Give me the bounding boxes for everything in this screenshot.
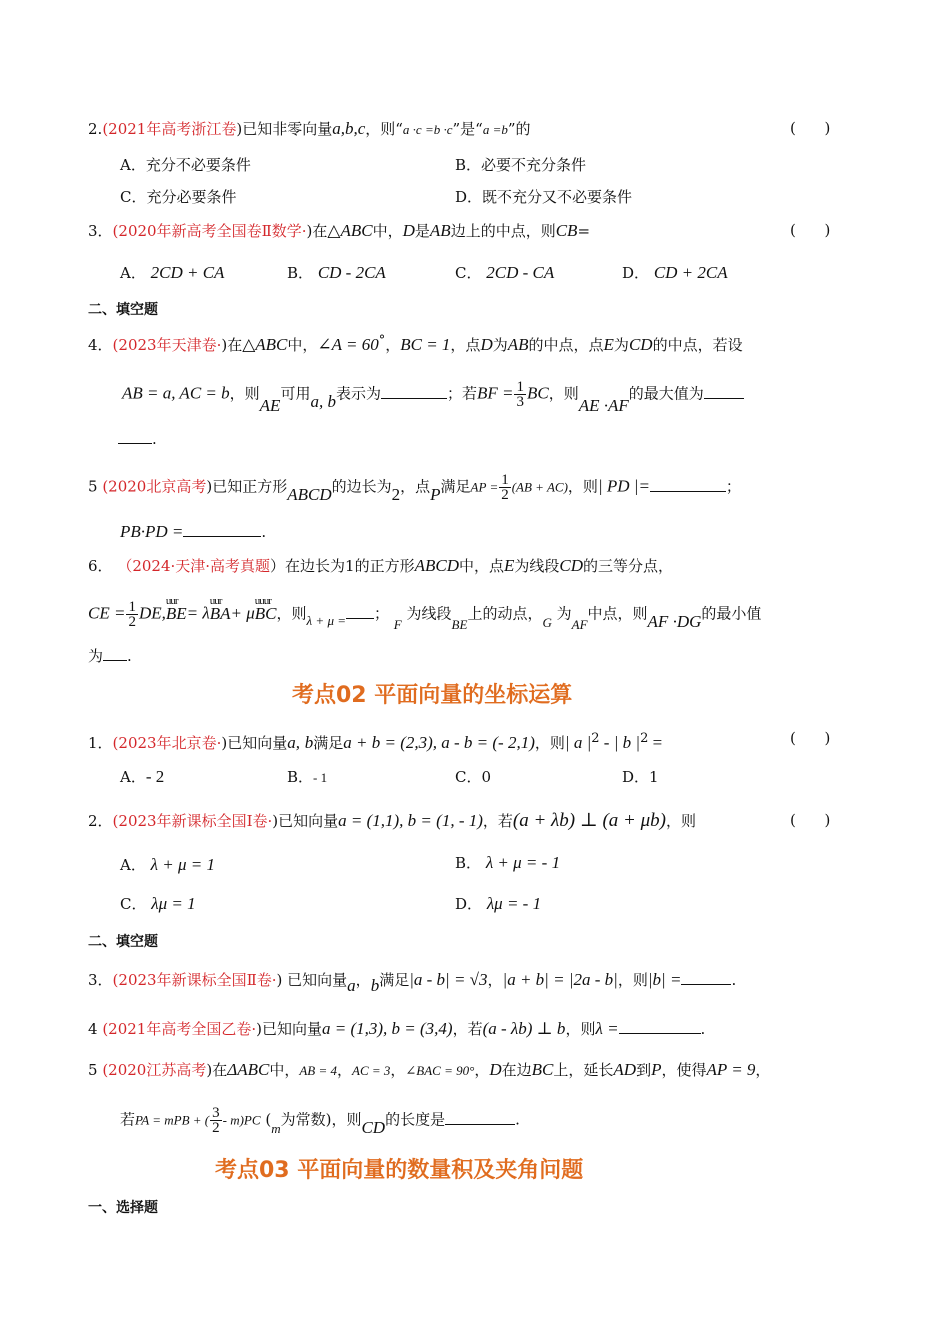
question-5-stem: 5 (2020北京高考)已知正方形ABCD的边长为2，点P满足AP = $\frac{1}{2}$ (AB + AC)，则| PD |= ；: [88, 472, 741, 504]
answer-blank[interactable]: [619, 1019, 701, 1034]
option-d: D．既不充分又不必要条件: [455, 188, 633, 206]
question-6-stem: 6． （2024·天津·高考真题）在边长为1的正方形ABCD中，点E为线段CD的三等分点，: [88, 556, 674, 575]
section-choice-title: 一、选择题: [88, 1200, 158, 1216]
answer-blank[interactable]: [681, 970, 731, 985]
question-3-stem: 3．(2023年新课标全国Ⅱ卷·) 已知向量a，b满足|a - b| = √3，|a + b| = |2a - b|，则|b| = .: [88, 970, 737, 995]
option-c: C． λμ = 1: [120, 894, 196, 913]
question-4-line-2: AB = a, AC = b，则AE可用a, b表示为 ；若BF = $\frac{1}{3}$ BC，则AE ·AF的最大值为: [122, 380, 744, 409]
option-d: D． CD + 2CA: [622, 263, 728, 282]
option-b: B．必要不充分条件: [455, 156, 587, 174]
question-1-stem: 1．(2023年北京卷·)已知向量a, b满足a + b = (2,3), a - b = (- 2,1)，则| a $|^2$ - | b $|^2$ =: [88, 731, 663, 752]
answer-blank[interactable]: [704, 384, 744, 399]
option-a: A．充分不必要条件: [120, 156, 251, 174]
answer-bracket: ( ): [790, 811, 831, 829]
option-b: B．- 1: [287, 768, 328, 786]
option-c: C． 2CD - CA: [455, 263, 555, 282]
option-d: D． λμ = - 1: [455, 894, 542, 913]
question-4-stem: 4．(2023年天津卷·)在△ABC中，∠A = 60°，BC = 1，点D为AB的中点，点E为CD的中点，若设: [88, 333, 743, 354]
fraction: $\frac{3}{2}$: [212, 1105, 220, 1136]
answer-bracket: ( ): [790, 119, 831, 137]
answer-blank[interactable]: [445, 1110, 515, 1125]
question-3-stem: 3．(2020年新高考全国卷Ⅱ数学·)在△ABC中，D是AB边上的中点，则CB=: [88, 221, 591, 240]
question-4-stem: 4 (2021年高考全国乙卷·)已知向量a = (1,3), b = (3,4)，若(a - λb) ⊥ b，则λ = .: [88, 1019, 706, 1038]
question-2-stem: 2.(2021年高考浙江卷)已知非零向量a,b,c，则“a ·c =b ·c”是“a =b”的: [88, 119, 531, 138]
question-2-stem: 2．(2023年新课标全国Ⅰ卷·)已知向量a = (1,1), b = (1, - 1)，若(a + λb) ⊥ (a + μb)，则: [88, 810, 697, 831]
option-b: B． CD - 2CA: [287, 263, 386, 282]
answer-blank[interactable]: [103, 646, 127, 661]
option-a: A． 2CD + CA: [120, 263, 225, 282]
answer-blank[interactable]: [118, 429, 152, 444]
question-6-line-3: 为 .: [88, 647, 132, 665]
answer-blank[interactable]: [650, 477, 726, 492]
fraction: $\frac{1}{3}$: [516, 379, 524, 410]
option-b: B． λ + μ = - 1: [455, 853, 561, 872]
section-heading-03: 考点03 平面向量的数量积及夹角问题: [215, 1158, 584, 1183]
question-4-line-3: .: [118, 429, 157, 449]
fraction: $\frac{1}{2}$: [501, 472, 509, 503]
question-6-line-2: CE = $\frac{1}{2}$ DE,uur BE= λuur BA+ μuuur BC，则λ + μ = ； F 为线段BE上的动点，G 为AF中点，则AF ·DG的最小值: [88, 600, 761, 629]
answer-bracket: ( ): [790, 729, 831, 747]
option-a: A． λ + μ = 1: [120, 855, 215, 874]
section-fill-in-title: 二、填空题: [88, 302, 158, 318]
option-d: D．1: [622, 768, 659, 786]
section-heading-02: 考点02 平面向量的坐标运算: [292, 683, 573, 708]
fraction: $\frac{1}{2}$: [128, 599, 136, 630]
question-5-stem: 5 (2020江苏高考)在ΔABC中，AB = 4，AC = 3，∠BAC = 90°，D在边BC上，延长AD到P，使得AP = 9，: [88, 1060, 771, 1079]
answer-blank[interactable]: [183, 522, 261, 537]
question-5-line-2: PB·PD = .: [120, 522, 267, 541]
section-fill-in-title: 二、填空题: [88, 934, 158, 950]
answer-blank[interactable]: [381, 384, 447, 399]
option-c: C．充分必要条件: [120, 188, 237, 206]
question-5-line-2: 若PA = mPB + ( $\frac{3}{2}$ - m)PC (m为常数)，则CD的长度是 .: [120, 1105, 520, 1137]
answer-blank[interactable]: [346, 604, 374, 619]
option-a: A．- 2: [120, 767, 165, 786]
answer-bracket: ( ): [790, 221, 831, 239]
option-c: C．0: [455, 768, 492, 786]
